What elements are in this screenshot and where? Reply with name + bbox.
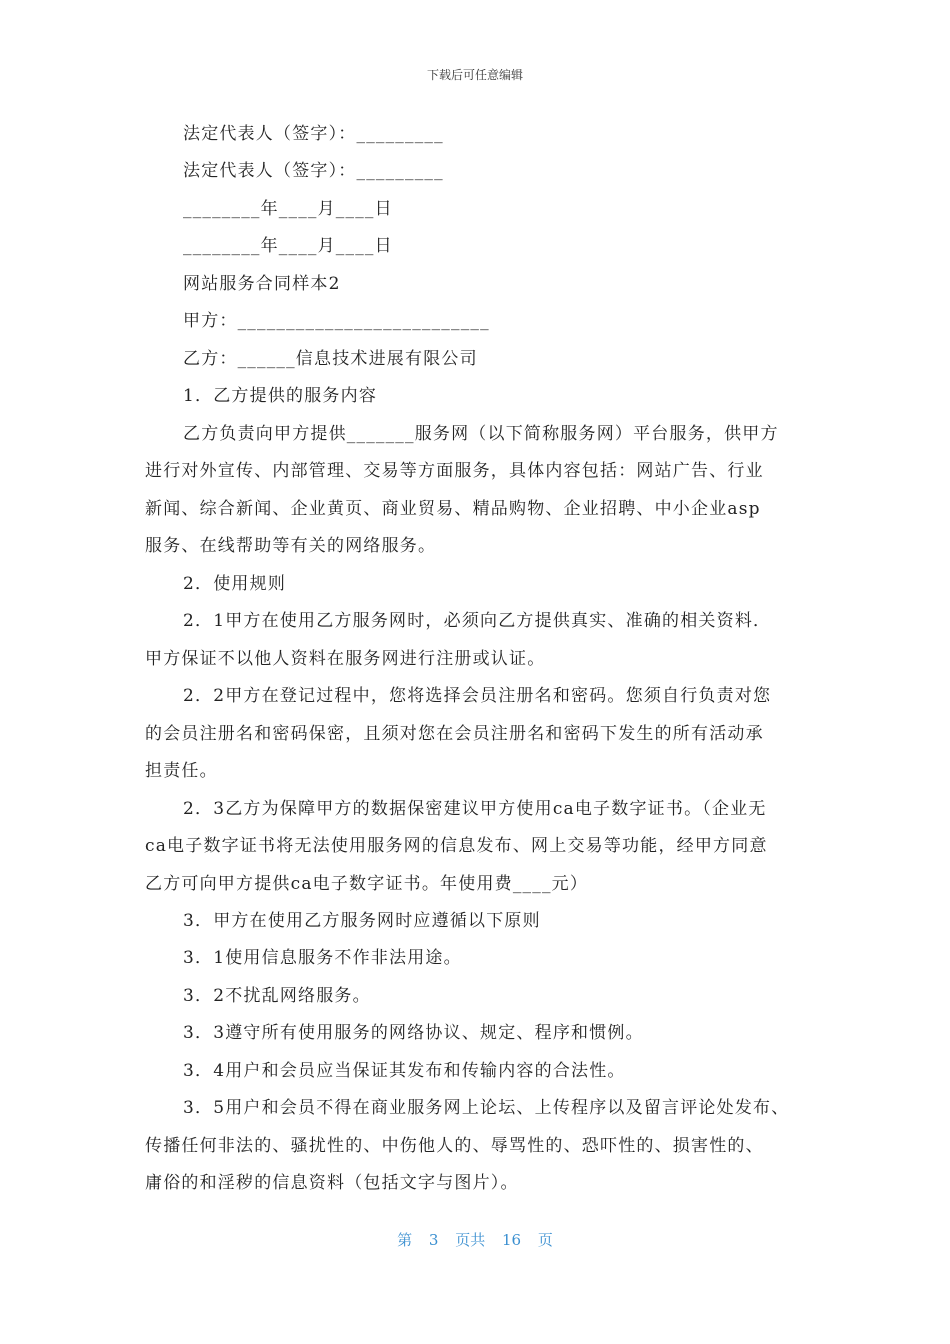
page-header-note: 下载后可任意编辑 xyxy=(426,68,523,82)
paragraph-line: 的会员注册名和密码保密，且须对您在会员注册名和密码下发生的所有活动承 xyxy=(145,724,764,744)
clause-heading-2: 2．使用规则 xyxy=(183,574,287,594)
paragraph-line: 庸俗的和淫秽的信息资料（包括文字与图片）。 xyxy=(145,1173,519,1193)
party-b-line: 乙方：______信息技术进展有限公司 xyxy=(183,349,478,369)
paragraph-line: 进行对外宣传、内部管理、交易等方面服务，具体内容包括：网站广告、行业 xyxy=(145,461,764,481)
paragraph-line: 3．2不扰乱网络服务。 xyxy=(183,986,371,1006)
paragraph-line: 甲方保证不以他人资料在服务网进行注册或认证。 xyxy=(145,649,546,669)
paragraph-line: 乙方负责向甲方提供_______服务网（以下简称服务网）平台服务，供甲方 xyxy=(183,424,779,444)
party-a-line: 甲方：__________________________ xyxy=(183,311,490,331)
paragraph-line: 担责任。 xyxy=(145,761,218,781)
clause-heading-3: 3．甲方在使用乙方服务网时应遵循以下原则 xyxy=(183,911,541,931)
clause-heading-1: 1．乙方提供的服务内容 xyxy=(183,386,378,406)
paragraph-line: 3．5用户和会员不得在商业服务网上论坛、上传程序以及留言评论处发布、 xyxy=(183,1098,790,1118)
paragraph-line: 传播任何非法的、骚扰性的、中伤他人的、辱骂性的、恐吓性的、损害性的、 xyxy=(145,1136,764,1156)
paragraph-line: 3．1使用信息服务不作非法用途。 xyxy=(183,948,462,968)
paragraph-line: 2．2甲方在登记过程中，您将选择会员注册名和密码。您须自行负责对您 xyxy=(183,686,772,706)
paragraph-line: 3．3遵守所有使用服务的网络协议、规定、程序和惯例。 xyxy=(183,1023,644,1043)
paragraph-line: 乙方可向甲方提供ca电子数字证书。年使用费____元） xyxy=(145,874,589,894)
date-line-1: ________年____月____日 xyxy=(183,199,393,219)
paragraph-line: 2．3乙方为保障甲方的数据保密建议甲方使用ca电子数字证书。（企业无 xyxy=(183,799,767,819)
paragraph-line: 2．1甲方在使用乙方服务网时，必须向乙方提供真实、准确的相关资料． xyxy=(183,611,772,631)
page-number-footer: 第 3 页共 16 页 xyxy=(397,1231,553,1249)
paragraph-line: 新闻、综合新闻、企业黄页、商业贸易、精品购物、企业招聘、中小企业asp xyxy=(145,499,761,519)
paragraph-line: ca电子数字证书将无法使用服务网的信息发布、网上交易等功能，经甲方同意 xyxy=(145,836,768,856)
date-line-2: ________年____月____日 xyxy=(183,236,393,256)
paragraph-line: 3．4用户和会员应当保证其发布和传输内容的合法性。 xyxy=(183,1061,626,1081)
signature-line-1: 法定代表人（签字）：_________ xyxy=(183,124,444,144)
signature-line-2: 法定代表人（签字）：_________ xyxy=(183,161,444,181)
section-title: 网站服务合同样本2 xyxy=(183,274,341,294)
paragraph-line: 服务、在线帮助等有关的网络服务。 xyxy=(145,536,437,556)
